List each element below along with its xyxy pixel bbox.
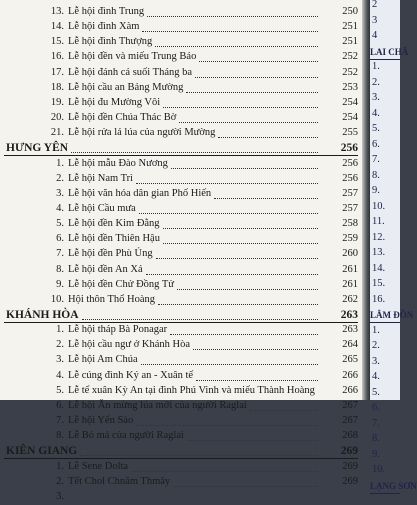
- toc-page-number: 263: [340, 309, 358, 321]
- toc-page-number: 260: [342, 248, 358, 260]
- toc-page-number: 256: [342, 157, 358, 169]
- toc-entry-number: 5.: [56, 384, 64, 396]
- toc-entry-title: Lễ hội Nam Trì: [68, 172, 134, 184]
- dot-leader: [163, 227, 318, 229]
- toc-entry-title: Lễ hội đền và miếu Trung Báo: [68, 51, 197, 63]
- toc-page-number: 250: [342, 6, 358, 17]
- toc-entry-title: Lễ Bỏ mả của người Raglai: [68, 430, 184, 442]
- toc-entry-title: Lễ hội đình Xàm: [68, 21, 140, 33]
- toc-page-number: 267: [342, 415, 358, 427]
- facing-entry-number: 3.: [372, 92, 380, 103]
- toc-entry-title: Lễ Sene Dolta: [68, 460, 129, 472]
- toc-entry: [0, 4, 362, 20]
- facing-entry-number: 4.: [372, 371, 380, 382]
- dot-leader: [71, 151, 318, 153]
- toc-entry: [0, 246, 362, 262]
- toc-entry-number: 2.: [56, 339, 64, 351]
- dot-leader: [139, 212, 318, 214]
- toc-entry-number: 17.: [50, 66, 64, 78]
- dot-leader: [193, 348, 318, 350]
- toc-entry: [0, 201, 362, 217]
- toc-entry-number: 4.: [56, 369, 64, 381]
- toc-page-number: 269: [342, 475, 358, 487]
- dot-leader: [218, 136, 318, 138]
- toc-page-number: 262: [342, 293, 358, 305]
- facing-entry-number: 8.: [372, 169, 380, 181]
- dot-leader: [199, 60, 318, 62]
- toc-entry-number: 4.: [56, 202, 64, 214]
- toc-entry-title: Lễ hội đánh cá suối Tháng ba: [68, 66, 193, 78]
- toc-entry: [0, 474, 362, 490]
- toc-section-heading: [0, 140, 362, 156]
- facing-section-heading: LÂM ĐỒN: [370, 310, 414, 320]
- dot-leader: [155, 45, 318, 47]
- facing-entry-number: 4.: [372, 107, 380, 119]
- toc-entry: [0, 19, 362, 35]
- toc-entry-title: Lễ hội mẫu Đào Nương: [68, 157, 168, 169]
- toc-entry: [0, 383, 362, 399]
- dot-leader: [136, 182, 318, 184]
- toc-entry-number: 7.: [56, 415, 64, 427]
- dot-leader: [136, 424, 318, 426]
- toc-entry-title: Lễ hội văn hóa dân gian Phố Hiến: [68, 187, 212, 199]
- facing-entry-number: 7.: [372, 417, 380, 429]
- toc-entry-number: 16.: [50, 51, 64, 63]
- facing-entry-number: 3.: [372, 355, 380, 367]
- toc-page-number: 266: [342, 369, 358, 381]
- facing-entry-number: 10.: [372, 464, 386, 475]
- dot-leader: [163, 106, 318, 108]
- facing-entry-number: 16.: [372, 293, 386, 305]
- toc-page-number: 253: [342, 81, 358, 93]
- toc-page-number: 263: [342, 324, 358, 336]
- dot-leader: [158, 303, 318, 305]
- facing-entry-number: 5.: [372, 123, 380, 134]
- toc-entry-title: Lễ cúng đình Ký an - Xuân tế: [68, 369, 194, 381]
- facing-entry-number: 8.: [372, 433, 380, 444]
- facing-entry-number: 12.: [372, 231, 386, 243]
- toc-page-number: 257: [342, 202, 358, 214]
- toc-entry-number: 2.: [56, 475, 64, 487]
- toc-entry-number: 20.: [50, 112, 64, 124]
- facing-entry-number: 7.: [372, 154, 380, 165]
- toc-page-number: 256: [340, 142, 358, 155]
- toc-entry-number: 1.: [56, 460, 64, 472]
- dot-leader: [250, 409, 318, 411]
- facing-entry-number: 6.: [372, 402, 380, 413]
- dot-leader: [82, 318, 318, 320]
- toc-entry-title: Lễ hội đình Thượng: [68, 36, 153, 48]
- section-title: KIÊN GIANG: [6, 445, 78, 458]
- toc-entry-number: 21.: [50, 127, 64, 139]
- dot-leader: [171, 167, 318, 169]
- toc-entry-number: 9.: [56, 278, 64, 290]
- toc-entry: [0, 292, 362, 308]
- toc-entry: [0, 65, 362, 81]
- facing-entry-number: 5.: [372, 386, 380, 398]
- toc-entry-number: 3.: [56, 187, 64, 199]
- toc-entry: [0, 337, 362, 353]
- facing-section-rule: [370, 493, 400, 494]
- toc-page-number: 252: [342, 51, 358, 63]
- toc-page-number: 268: [342, 430, 358, 442]
- facing-entry-number: 15.: [372, 278, 386, 289]
- toc-entry: [0, 277, 362, 293]
- toc-page-number: 266: [342, 384, 358, 396]
- toc-entry: [0, 95, 362, 111]
- toc-page-number: 267: [342, 399, 358, 411]
- facing-entry-number: 1.: [372, 324, 380, 336]
- toc-entry: [0, 34, 362, 50]
- toc-page-number: 261: [342, 278, 358, 290]
- toc-entry-number: 19.: [50, 96, 64, 108]
- dot-leader: [187, 439, 318, 441]
- dot-leader: [196, 379, 318, 381]
- toc-entry-number: 15.: [50, 36, 64, 48]
- toc-entry-number: 3.: [56, 490, 64, 502]
- toc-entry-title: Tết Chol Chnăm Thmây: [68, 475, 171, 487]
- facing-entry-number: 1.: [372, 61, 380, 72]
- facing-entry-number: 3: [372, 14, 378, 26]
- toc-page-number: 255: [342, 127, 358, 139]
- toc-entry: [0, 80, 362, 96]
- toc-entry-number: 6.: [56, 233, 64, 245]
- toc-page-number: 257: [342, 187, 358, 199]
- toc-entry-title: Lễ hội đền Thiên Hậu: [68, 233, 160, 245]
- toc-entry-title: Lễ hội tháp Bà Ponagar: [68, 324, 168, 336]
- facing-entry-number: 6.: [372, 138, 380, 150]
- facing-entry-number: 10.: [372, 200, 386, 212]
- toc-entry: [0, 216, 362, 232]
- section-title: KHÁNH HÒA: [6, 309, 79, 321]
- dot-leader: [195, 76, 318, 78]
- toc-entry: [0, 186, 362, 202]
- dot-leader: [170, 333, 318, 335]
- toc-entry: [0, 428, 362, 444]
- toc-page-number: 252: [342, 66, 358, 78]
- dot-leader: [214, 197, 318, 199]
- toc-entry-title: Lễ hội đình Trung: [68, 6, 145, 17]
- toc-entry-number: 1.: [56, 157, 64, 169]
- toc-entry-title: Lễ hội đền Phù Ủng: [68, 248, 153, 260]
- dot-leader: [142, 30, 318, 32]
- toc-entry: [0, 49, 362, 65]
- toc-page-number: 269: [340, 445, 358, 458]
- facing-entry-number: 2: [372, 0, 378, 10]
- toc-entry-number: 2.: [56, 172, 64, 184]
- facing-section-heading: LAI CHÂ: [370, 46, 409, 57]
- toc-entry-title: Lễ hội đền Kim Đằng: [68, 218, 160, 230]
- facing-entry-number: 4: [372, 30, 378, 41]
- section-title: HƯNG YÊN: [6, 142, 69, 155]
- facing-entry-number: 14.: [372, 262, 386, 274]
- toc-entry-number: 8.: [56, 263, 64, 275]
- toc-entry: [0, 262, 362, 278]
- toc-section-heading: [0, 443, 362, 459]
- toc-page-number: 261: [342, 263, 358, 275]
- toc-entry-number: 5.: [56, 218, 64, 230]
- toc-entry-number: 1.: [56, 324, 64, 336]
- toc-page-number: 254: [342, 96, 358, 108]
- dot-leader: [147, 15, 318, 17]
- toc-entry-number: 13.: [50, 6, 64, 17]
- toc-entry-title: Lễ hội Cầu mưa: [68, 202, 136, 214]
- toc-entry-number: 10.: [50, 293, 64, 305]
- book-gutter: [362, 0, 370, 400]
- toc-entry: [0, 413, 362, 429]
- toc-page-number: 256: [342, 172, 358, 184]
- dot-leader: [146, 273, 318, 275]
- facing-entry-number: 11.: [372, 216, 385, 227]
- toc-entry-title: Lễ hội rửa lá lúa của người Mường: [68, 127, 216, 139]
- toc-page-number: 264: [342, 339, 358, 351]
- dot-leader: [80, 454, 318, 456]
- facing-page-edge: [370, 0, 417, 491]
- facing-entry-number: 2.: [372, 340, 380, 351]
- toc-entry-number: 18.: [50, 81, 64, 93]
- toc-entry-title: Lễ hội Am Chúa: [68, 354, 138, 366]
- toc-entry: [0, 125, 362, 141]
- facing-entry-number: 2.: [372, 76, 380, 88]
- toc-page-number: 254: [342, 112, 358, 124]
- facing-entry-number: 9.: [372, 448, 380, 460]
- toc-page-number: 251: [342, 36, 358, 48]
- dot-leader: [156, 257, 318, 259]
- dot-leader: [173, 485, 318, 487]
- facing-entry-number: 9.: [372, 185, 380, 196]
- toc-section-heading: [0, 307, 362, 323]
- dot-leader: [141, 363, 318, 365]
- toc-page-number: 251: [342, 21, 358, 33]
- toc-entry-title: Lễ hội đền Chử Đồng Tử: [68, 278, 174, 290]
- toc-entry-title: Lễ hội cầu ngư ở Khánh Hòa: [68, 339, 191, 351]
- toc-entry-number: 3.: [56, 354, 64, 366]
- toc-entry-title: Lễ hội cầu an Bảng Mường: [68, 81, 184, 93]
- toc-entry: [0, 156, 362, 172]
- toc-entry: [0, 322, 362, 338]
- toc-entry-number: 8.: [56, 430, 64, 442]
- toc-entry: [0, 231, 362, 247]
- facing-section-heading: LẠNG SƠN: [370, 480, 417, 491]
- dot-leader: [131, 470, 318, 472]
- toc-entry: [0, 398, 362, 414]
- toc-entry: [0, 459, 362, 475]
- toc-entry: [0, 171, 362, 187]
- toc-entry: [0, 489, 362, 505]
- toc-entry-title: Lễ hội đền Chúa Thác Bờ: [68, 112, 177, 124]
- toc-page-number: 265: [342, 354, 358, 366]
- dot-leader: [179, 121, 318, 123]
- toc-page-number: 259: [342, 233, 358, 245]
- toc-entry-title: Lễ tế xuân Kỳ An tại đình Phú Vinh và miếu Thành Hoàng: [68, 384, 315, 396]
- toc-entry: [0, 110, 362, 126]
- toc-page-number: 258: [342, 218, 358, 230]
- toc-entry-number: 7.: [56, 248, 64, 260]
- toc-entry: [0, 368, 362, 384]
- dot-leader: [163, 242, 318, 244]
- toc-entry-number: 14.: [50, 21, 64, 33]
- toc-entry-number: 6.: [56, 399, 64, 411]
- toc-entry: [0, 352, 362, 368]
- dot-leader: [186, 91, 318, 93]
- toc-entry-title: Lễ hội Ăn mừng lúa mới của người Raglai: [68, 399, 247, 411]
- toc-entry-title: Lễ hội đu Mường Vôi: [68, 96, 161, 108]
- toc-page-number: 269: [342, 460, 358, 472]
- dot-leader: [177, 288, 318, 290]
- toc-entry-title: Lễ hội đền An Xá: [68, 263, 143, 275]
- toc-entry-title: Hội thôn Thổ Hoàng: [68, 293, 156, 305]
- toc-entry-title: Lễ hội Yến Sào: [68, 415, 134, 427]
- facing-entry-number: 13.: [372, 247, 386, 258]
